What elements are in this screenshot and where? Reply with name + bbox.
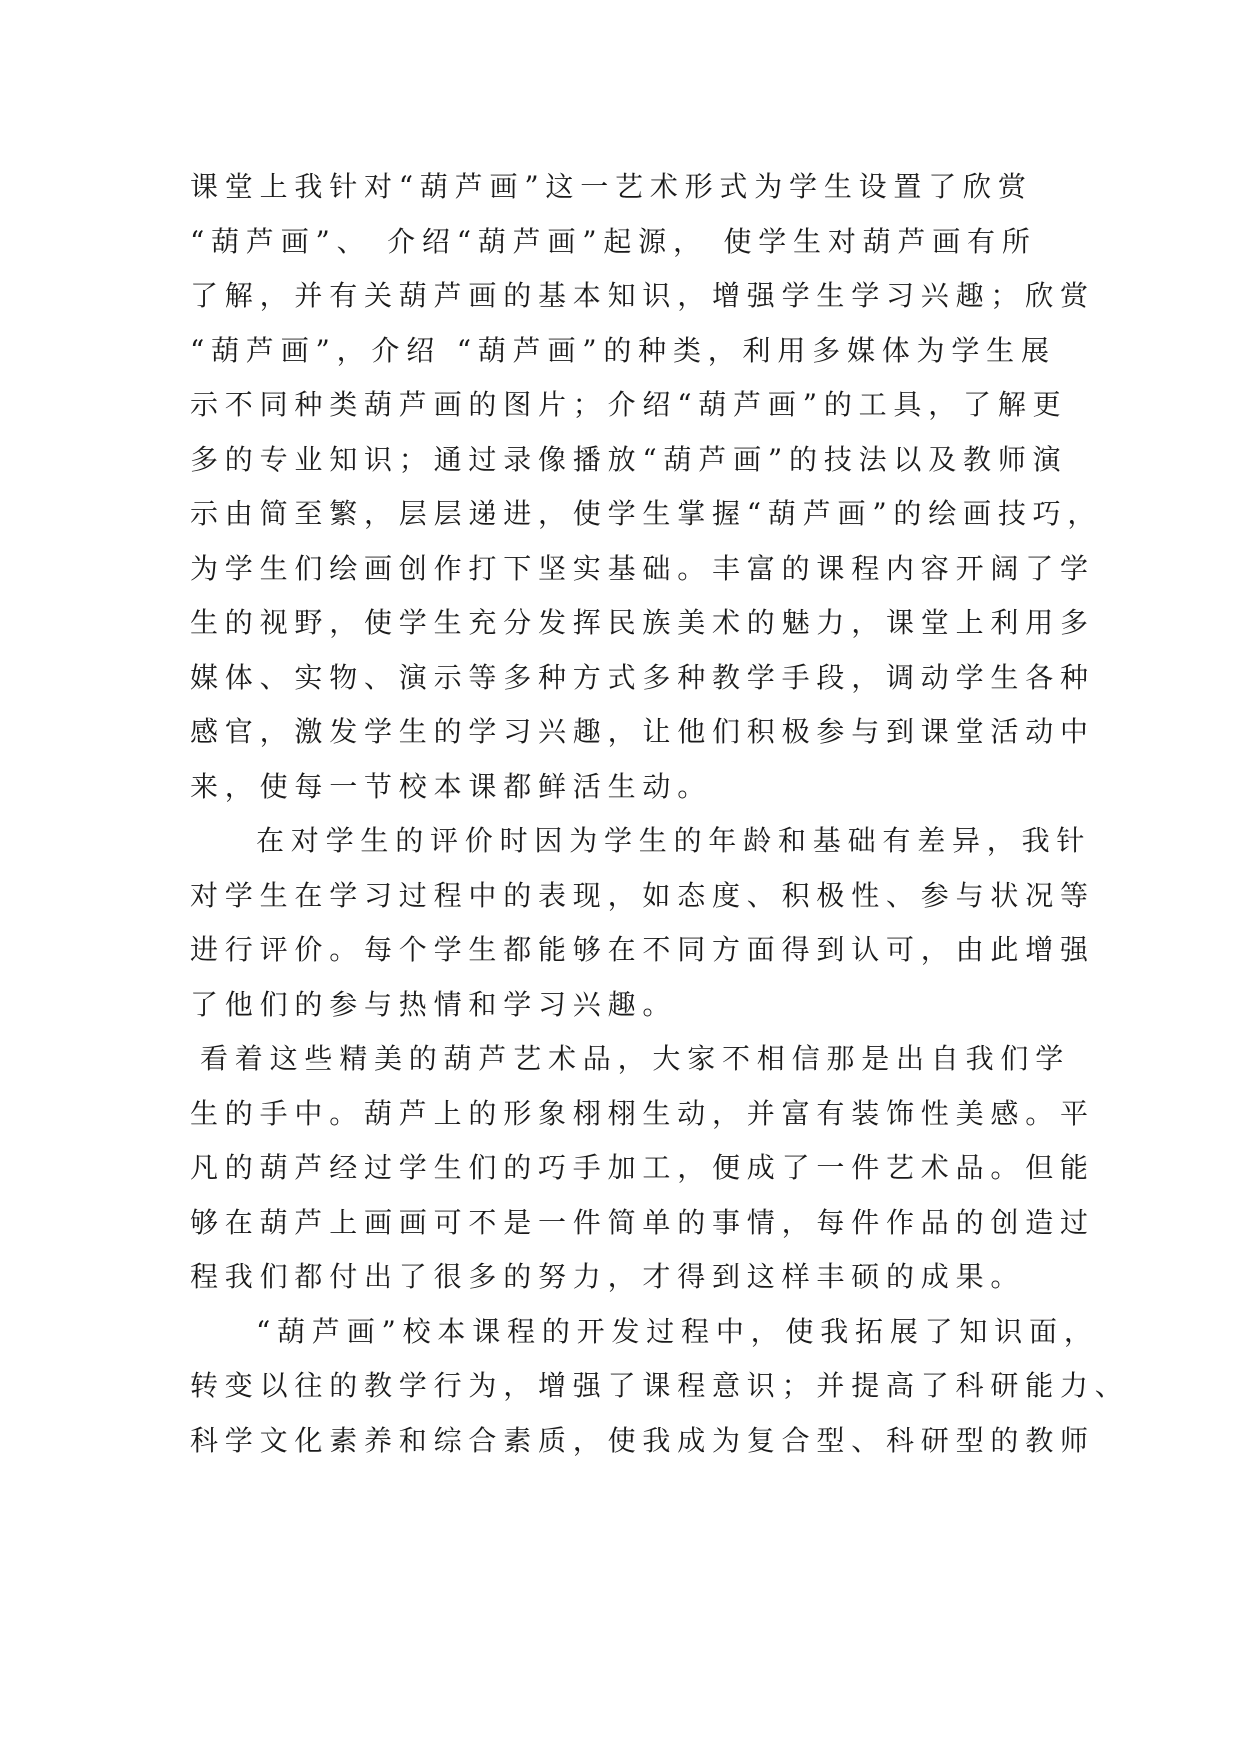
- text-line: 对学生在学习过程中的表现，如态度、积极性、参与状况等: [190, 878, 1095, 912]
- text-line: “葫芦画”、 介绍“葫芦画”起源， 使学生对葫芦画有所: [190, 224, 1037, 258]
- text-line: 科学文化素养和综合素质，使我成为复合型、科研型的教师: [190, 1423, 1095, 1457]
- text-line: 够在葫芦上画画可不是一件简单的事情，每件作品的创造过: [190, 1205, 1095, 1239]
- text-line: 看着这些精美的葫芦艺术品，大家不相信那是出自我们学: [200, 1042, 1071, 1075]
- text-line: 媒体、实物、演示等多种方式多种教学手段，调动学生各种: [190, 660, 1095, 694]
- text-line: 了他们的参与热情和学习兴趣。: [190, 987, 678, 1021]
- text-line: 生的视野，使学生充分发挥民族美术的魅力，课堂上利用多: [190, 606, 1095, 639]
- text-line: 示不同种类葫芦画的图片；介绍“葫芦画”的工具，了解更: [190, 388, 1068, 421]
- paragraph-1: [190, 160, 1103, 814]
- text-line: 了解，并有关葫芦画的基本知识，增强学生学习兴趣；欣赏: [190, 279, 1095, 312]
- text-line: 多的专业知识；通过录像播放“葫芦画”的技法以及教师演: [190, 442, 1068, 476]
- text-line: 程我们都付出了很多的努力，才得到这样丰硕的成果。: [190, 1260, 1026, 1293]
- text-line: 凡的葫芦经过学生们的巧手加工，便成了一件艺术品。但能: [190, 1151, 1095, 1184]
- paragraph-2: [190, 814, 1095, 1032]
- text-line: 为学生们绘画创作打下坚实基础。丰富的课程内容开阔了学: [190, 551, 1095, 585]
- text-line: 进行评价。每个学生都能够在不同方面得到认可，由此增强: [190, 933, 1095, 966]
- text-line: 示由简至繁，层层递进，使学生掌握“葫芦画”的绘画技巧，: [190, 497, 1103, 530]
- text-line: 课堂上我针对“葫芦画”这一艺术形式为学生设置了欣赏: [190, 170, 1033, 203]
- text-line: “葫芦画”校本课程的开发过程中，使我拓展了知识面，: [256, 1314, 1099, 1348]
- document-body: [190, 160, 1130, 1468]
- text-line: 感官，激发学生的学习兴趣，让他们积极参与到课堂活动中: [190, 715, 1095, 748]
- text-line: 转变以往的教学行为，增强了课程意识；并提高了科研能力、: [190, 1369, 1130, 1402]
- text-line: 在对学生的评价时因为学生的年龄和基础有差异，我针: [256, 824, 1092, 857]
- paragraph-4: [190, 1305, 1130, 1469]
- text-line: “葫芦画”，介绍 “葫芦画”的种类，利用多媒体为学生展: [190, 333, 1056, 367]
- text-line: 来，使每一节校本课都鲜活生动。: [190, 769, 713, 803]
- text-line: 生的手中。葫芦上的形象栩栩生动，并富有装饰性美感。平: [190, 1096, 1095, 1130]
- paragraph-3: [190, 1032, 1095, 1305]
